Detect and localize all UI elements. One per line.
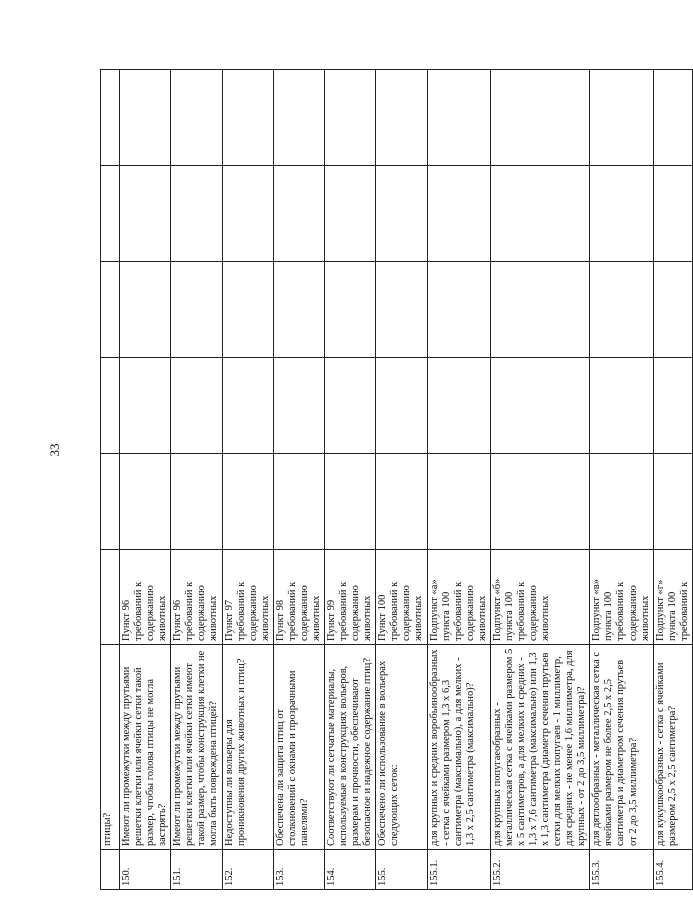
cell-empty [376, 454, 427, 550]
cell-num: 152. [222, 850, 273, 890]
cell-empty [427, 454, 490, 550]
table-row [427, 70, 490, 890]
cell-question: для крупных попугаеобразных - металлическая сетка с ячейками размером 5 х 5 сантиметров, а для мелких и средних - 1,3 х 7,6 сантиметра (максимально) или 1,3 х 1,3 сантиметра (диаметр сечения прутьев сетки для мелких попугаев - 1 миллиметр, для средних - не менее 1,6 миллиметра, для крупных - от 2 до 3,5 миллиметра)? [490, 645, 590, 850]
cell-empty [101, 358, 120, 454]
cell-ref: Подпункт «в» пункта 100 требований к содержанию животных [590, 550, 653, 645]
cell-empty [653, 166, 692, 262]
cell-ref: Пункт 96 требований к содержанию животных [120, 550, 171, 645]
cell-ref: Пункт 99 требований к содержанию животных [325, 550, 376, 645]
cell-empty [222, 358, 273, 454]
cell-question: Недоступны ли вольеры для проникновения других животных и птиц? [222, 645, 273, 850]
cell-empty [376, 70, 427, 166]
cell-empty [120, 262, 171, 358]
cell-ref: Пункт 97 требований к содержанию животных [222, 550, 273, 645]
cell-empty [325, 166, 376, 262]
cell-empty [101, 262, 120, 358]
cell-empty [325, 454, 376, 550]
cell-ref: Подпункт «а» пункта 100 требований к содержанию животных [427, 550, 490, 645]
cell-empty [490, 166, 590, 262]
cell-ref: Подпункт «б» пункта 100 требований к содержанию животных [490, 550, 590, 645]
cell-empty [325, 70, 376, 166]
cell-empty [171, 166, 222, 262]
cell-num: 155.2. [490, 850, 590, 890]
cell-empty [120, 166, 171, 262]
table-row [590, 70, 653, 890]
rotated-table-sheet [100, 70, 690, 890]
cell-empty [590, 166, 653, 262]
cell-empty [101, 70, 120, 166]
cell-empty [590, 358, 653, 454]
cell-empty [120, 454, 171, 550]
cell-empty [590, 454, 653, 550]
cell-empty [222, 166, 273, 262]
cell-empty [590, 70, 653, 166]
table-row [376, 70, 427, 890]
table-row [273, 70, 324, 890]
cell-empty [222, 70, 273, 166]
cell-ref [101, 550, 120, 645]
cell-empty [171, 454, 222, 550]
cell-ref: Пункт 98 требований к содержанию животных [273, 550, 324, 645]
cell-empty [653, 358, 692, 454]
cell-num: 155. [376, 850, 427, 890]
cell-empty [222, 262, 273, 358]
cell-empty [376, 358, 427, 454]
cell-empty [273, 358, 324, 454]
table-row [490, 70, 590, 890]
cell-empty [490, 454, 590, 550]
cell-empty [171, 70, 222, 166]
cell-num: 150. [120, 850, 171, 890]
table-row [222, 70, 273, 890]
cell-empty [273, 454, 324, 550]
cell-empty [101, 454, 120, 550]
cell-empty [376, 262, 427, 358]
cell-empty [120, 70, 171, 166]
cell-empty [171, 358, 222, 454]
cell-num: 151. [171, 850, 222, 890]
cell-ref: Пункт 100 требований к содержанию животных [376, 550, 427, 645]
cell-question: для кукушкообразных - сетка с ячейками размером 2,5 х 2,5 сантиметра? [653, 645, 692, 850]
cell-empty [427, 166, 490, 262]
cell-empty [653, 454, 692, 550]
cell-empty [273, 262, 324, 358]
cell-question: для дятлообразных - металлическая сетка с ячейками размером не более 2,5 х 2,5 сантиметра и диаметром сечения прутьев от 2 до 3,5 миллиметра? [590, 645, 653, 850]
cell-question: для крупных и средних воробьинообразных - сетка с ячейками размером 1,3 х 6,3 сантиметра (максимально), а для мелких - 1,3 х 2,5 сантиметра (максимально)? [427, 645, 490, 850]
cell-empty [653, 70, 692, 166]
table-row [171, 70, 222, 890]
cell-empty [120, 358, 171, 454]
cell-empty [490, 70, 590, 166]
cell-empty [490, 262, 590, 358]
cell-num: 155.4. [653, 850, 692, 890]
cell-question: Имеют ли промежутки между прутьями решетки клетки или ячейки сетки имеют такой размер, чтобы конструкция клетки не могла быть повреждена птицей? [171, 645, 222, 850]
table-row [653, 70, 692, 890]
cell-empty [427, 262, 490, 358]
cell-empty [427, 358, 490, 454]
cell-empty [325, 358, 376, 454]
cell-empty [171, 262, 222, 358]
cell-empty [490, 358, 590, 454]
cell-empty [427, 70, 490, 166]
cell-empty [273, 70, 324, 166]
cell-empty [325, 262, 376, 358]
cell-ref: Подпункт «г» пункта 100 требований к [653, 550, 692, 645]
cell-num: 153. [273, 850, 324, 890]
cell-num: 154. [325, 850, 376, 890]
page-number: 33 [47, 443, 62, 457]
cell-num [101, 850, 120, 890]
table-row-continuation [101, 70, 120, 890]
cell-question: Имеют ли промежутки между прутьями решетки клетки или ячейки сетки такой размер, чтобы голова птицы не могла застрять? [120, 645, 171, 850]
checklist-table [100, 69, 693, 890]
cell-num: 155.3. [590, 850, 653, 890]
cell-question: Обеспечена ли защита птиц от столкновений с окнами и прозрачными панелями? [273, 645, 324, 850]
cell-ref: Пункт 96 требований к содержанию животных [171, 550, 222, 645]
cell-empty [273, 166, 324, 262]
cell-empty [590, 262, 653, 358]
cell-question: Соответствуют ли сетчатые материалы, используемые в конструкциях вольеров, размерам и прочности, обеспечивают безопасное и надежное содержание птиц? [325, 645, 376, 850]
cell-empty [222, 454, 273, 550]
table-row [325, 70, 376, 890]
table-row [120, 70, 171, 890]
cell-question: птицы? [101, 645, 120, 850]
cell-question: Обеспечено ли использование в вольерах следующих сеток: [376, 645, 427, 850]
cell-empty [101, 166, 120, 262]
cell-num: 155.1. [427, 850, 490, 890]
cell-empty [376, 166, 427, 262]
cell-empty [653, 262, 692, 358]
